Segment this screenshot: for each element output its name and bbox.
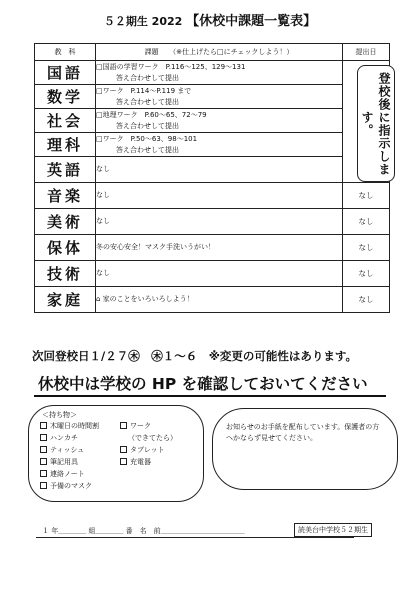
task-cell: なし <box>96 183 343 209</box>
due-cell: なし <box>343 235 390 261</box>
header-due: 提出日 <box>343 44 390 61</box>
belonging-item[interactable]: 連絡ノート <box>40 469 85 479</box>
table-row <box>35 61 390 85</box>
belonging-item[interactable]: 木曜日の時間割 <box>40 421 99 431</box>
task-cell <box>96 287 343 313</box>
subject-cell: 社会 <box>35 109 96 133</box>
subject-cell: 美術 <box>35 209 96 235</box>
page-title <box>0 10 420 29</box>
table-row <box>35 287 390 313</box>
house-icon: ⌂ <box>96 295 103 303</box>
notice-text: お知らせのお手紙を配布しています。保護者の方へかならず見せてください。 <box>226 423 380 442</box>
task-table <box>34 43 390 313</box>
task-cell: 冬の安心安全！マスク手洗いうがい！ <box>96 235 343 261</box>
task-subline: 答え合わせして提出 <box>116 97 179 106</box>
due-cell: なし <box>343 183 390 209</box>
belonging-item[interactable]: ハンカチ <box>40 433 78 443</box>
table-row <box>35 183 390 209</box>
subject-cell: 技術 <box>35 261 96 287</box>
task-subline: 答え合わせして提出 <box>116 73 179 82</box>
belonging-item[interactable]: 筆記用具 <box>40 457 78 467</box>
task-line: 家のことをいろいろしよう！ <box>102 295 194 303</box>
task-line: □地理ワーク P.60～65、72～79 <box>96 110 207 119</box>
task-cell[interactable] <box>96 109 343 133</box>
task-subline: 答え合わせして提出 <box>116 145 179 154</box>
checkbox[interactable] <box>40 434 47 441</box>
header-subject: 教 科 <box>35 44 96 61</box>
table-row <box>35 261 390 287</box>
vertical-note: 登校後に指示します。 <box>357 65 395 182</box>
belongings-title: ＜持ち物＞ <box>42 411 77 419</box>
notice-bubble <box>212 408 398 490</box>
subject-cell: 保体 <box>35 235 96 261</box>
table-row <box>35 157 390 183</box>
table-row <box>35 235 390 261</box>
task-cell[interactable] <box>96 61 343 85</box>
checkbox[interactable] <box>40 422 47 429</box>
belonging-item[interactable]: 充電器 <box>120 457 151 467</box>
checkbox[interactable] <box>120 446 127 453</box>
belonging-item[interactable]: ティッシュ <box>40 445 84 455</box>
task-subline: 答え合わせして提出 <box>116 121 179 130</box>
hp-underline <box>34 395 386 397</box>
checkbox[interactable] <box>120 422 127 429</box>
belonging-item[interactable]: タブレット <box>120 445 165 455</box>
due-merged-cell <box>343 61 390 183</box>
subject-cell: 英語 <box>35 157 96 183</box>
hp-notice: 休校中は学校の HP を確認しておいてください <box>38 375 368 393</box>
checkbox[interactable] <box>40 446 47 453</box>
title-main: 【休校中課題一覧表】 <box>186 14 317 29</box>
checkbox[interactable] <box>40 482 47 489</box>
table-row <box>35 109 390 133</box>
next-school-day: 次回登校日１/２７㊍ ㊍１～６ ※変更の可能性はあります。 <box>32 349 357 363</box>
belonging-item[interactable]: ワーク <box>120 421 151 431</box>
name-line[interactable]: １ 年＿＿＿＿ 組＿＿＿＿ 番 名 前＿＿＿＿＿＿＿＿＿＿＿＿ <box>42 527 245 535</box>
subject-cell: 家庭 <box>35 287 96 313</box>
task-line: □国語の学習ワーク P.116～125、129～131 <box>96 62 246 71</box>
checkbox[interactable] <box>40 458 47 465</box>
table-row <box>35 133 390 157</box>
title-prefix: ５２期生 2022 <box>103 15 183 28</box>
due-cell: なし <box>343 287 390 313</box>
table-row <box>35 85 390 109</box>
checkbox[interactable] <box>40 470 47 477</box>
checkbox[interactable] <box>120 458 127 465</box>
footer-rule <box>36 537 354 538</box>
task-cell[interactable] <box>96 133 343 157</box>
subject-cell: 理科 <box>35 133 96 157</box>
school-name: 読美台中学校５２期生 <box>294 523 372 537</box>
table-row <box>35 209 390 235</box>
due-cell: なし <box>343 209 390 235</box>
subject-cell: 数学 <box>35 85 96 109</box>
task-line: □ワーク P.114～P.119 まで <box>96 86 192 95</box>
belonging-item[interactable]: 予備のマスク <box>40 481 92 491</box>
task-cell: なし <box>96 209 343 235</box>
task-cell: なし <box>96 261 343 287</box>
subject-cell: 音楽 <box>35 183 96 209</box>
due-cell: なし <box>343 261 390 287</box>
task-cell: なし <box>96 157 343 183</box>
belonging-note: （できてたら） <box>128 434 177 442</box>
subject-cell: 国語 <box>35 61 96 85</box>
task-cell[interactable] <box>96 85 343 109</box>
header-task: 課題 （※仕上げたら□にチェックしよう！） <box>96 44 343 61</box>
task-line: □ワーク P.50～63、98～101 <box>96 134 198 143</box>
